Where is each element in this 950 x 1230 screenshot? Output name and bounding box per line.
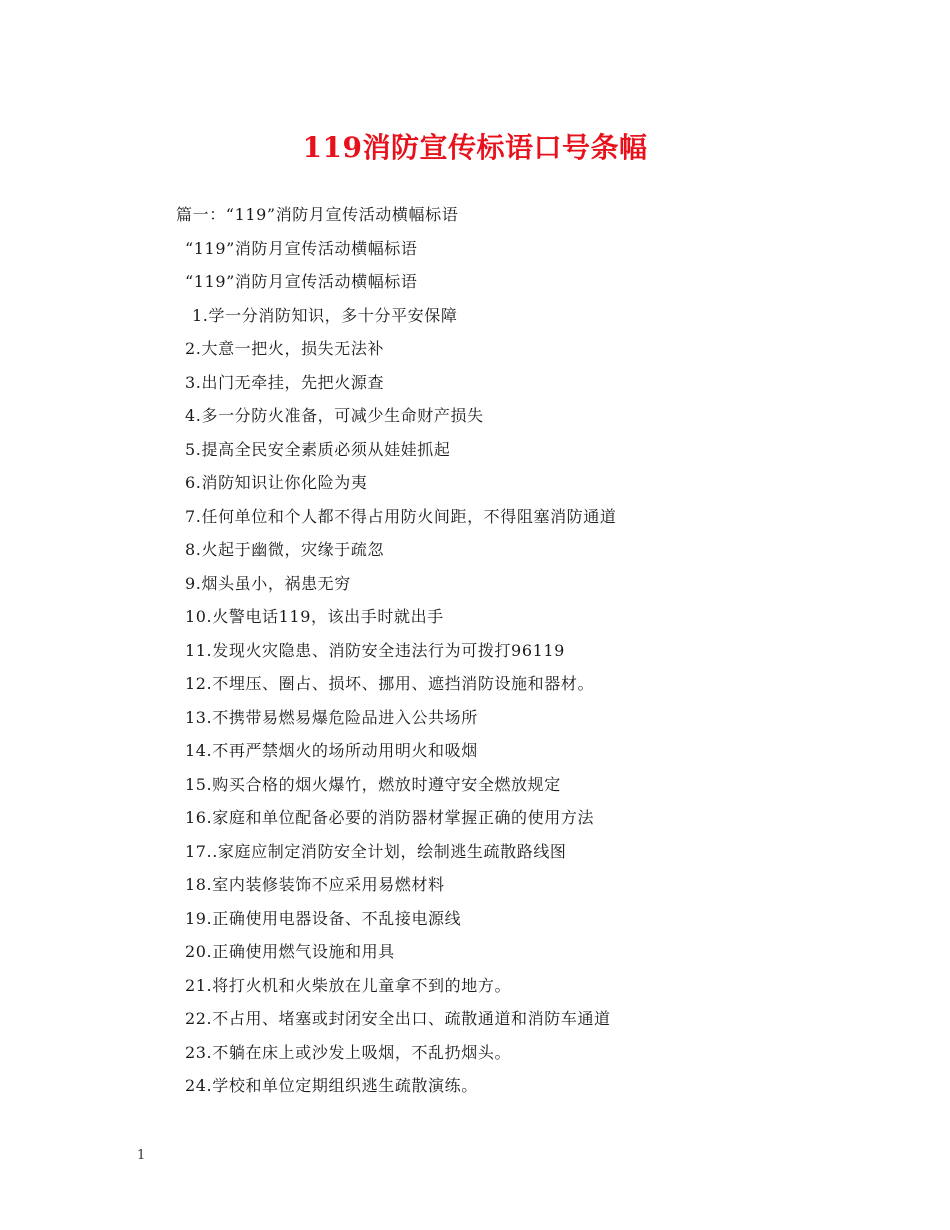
list-item: 7.任何单位和个人都不得占用防火间距，不得阻塞消防通道 <box>185 507 617 526</box>
subheading: “119”消防月宣传活动横幅标语 <box>185 239 418 258</box>
list-item: 6.消防知识让你化险为夷 <box>185 473 368 492</box>
list-item: 23.不躺在床上或沙发上吸烟，不乱扔烟头。 <box>185 1043 512 1062</box>
list-item: 8.火起于幽微，灾缘于疏忽 <box>185 540 385 559</box>
list-item: 14.不再严禁烟火的场所动用明火和吸烟 <box>185 741 478 760</box>
list-item: 18.室内装修装饰不应采用易燃材料 <box>185 875 445 894</box>
list-item: 5.提高全民安全素质必须从娃娃抓起 <box>185 440 451 459</box>
page-title: 119消防宣传标语口号条幅 <box>302 131 648 164</box>
list-item: 17..家庭应制定消防安全计划，绘制逃生疏散路线图 <box>185 842 567 861</box>
list-item: 13.不携带易燃易爆危险品进入公共场所 <box>185 708 478 727</box>
list-item: 22.不占用、堵塞或封闭安全出口、疏散通道和消防车通道 <box>185 1009 611 1028</box>
list-item: 15.购买合格的烟火爆竹，燃放时遵守安全燃放规定 <box>185 775 561 794</box>
list-item: 9.烟头虽小，祸患无穷 <box>185 574 351 593</box>
list-item: 19.正确使用电器设备、不乱接电源线 <box>185 909 462 928</box>
subheading: “119”消防月宣传活动横幅标语 <box>185 272 418 291</box>
list-item: 11.发现火灾隐患、消防安全违法行为可拨打96119 <box>185 641 565 660</box>
list-item: 16.家庭和单位配备必要的消防器材掌握正确的使用方法 <box>185 808 595 827</box>
list-item: 4.多一分防火准备，可减少生命财产损失 <box>185 406 484 425</box>
page-number: 1 <box>137 1148 146 1163</box>
list-item: 3.出门无牵挂，先把火源查 <box>185 373 385 392</box>
list-item: 24.学校和单位定期组织逃生疏散演练。 <box>185 1076 478 1095</box>
list-item: 10.火警电话119，该出手时就出手 <box>185 607 444 626</box>
section-heading: 篇一：“119”消防月宣传活动横幅标语 <box>176 205 459 224</box>
list-item: 20.正确使用燃气设施和用具 <box>185 942 395 961</box>
list-item: 12.不埋压、圈占、损坏、挪用、遮挡消防设施和器材。 <box>185 674 595 693</box>
list-item: 2.大意一把火，损失无法补 <box>185 339 385 358</box>
list-item: 1.学一分消防知识，多十分平安保障 <box>192 306 458 325</box>
list-item: 21.将打火机和火柴放在儿童拿不到的地方。 <box>185 976 512 995</box>
